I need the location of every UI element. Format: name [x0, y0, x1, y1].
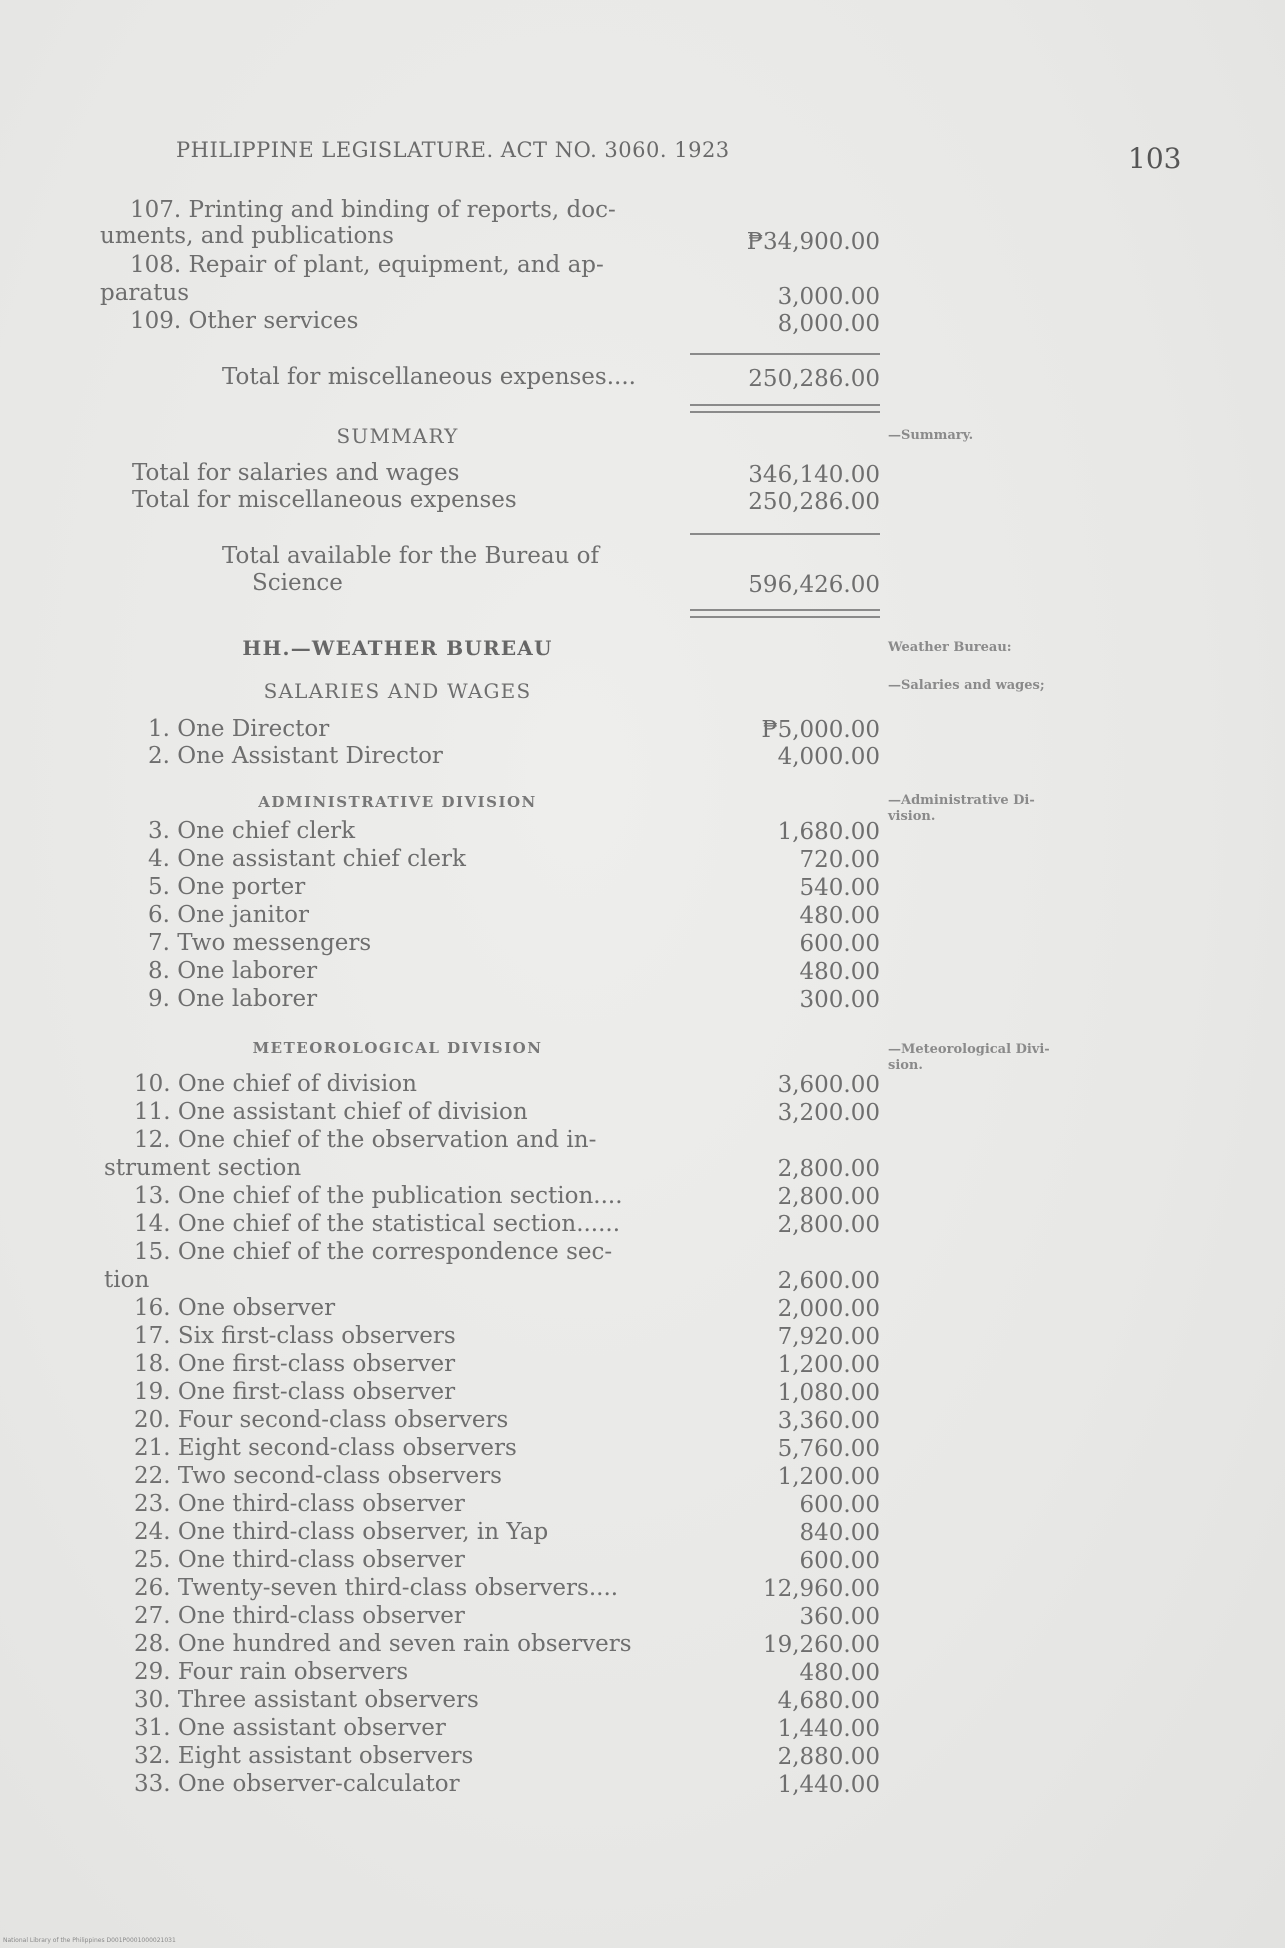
- item-amount: 2,800.00: [777, 1156, 880, 1182]
- double-rule: [690, 404, 880, 413]
- item-amount: 3,360.00: [777, 1408, 880, 1434]
- list-item: [100, 873, 700, 901]
- list-item: [100, 1714, 700, 1742]
- item-amount: 600.00: [799, 1492, 880, 1518]
- salaries-margin: —Salaries and wages;: [888, 678, 1045, 693]
- list-item: [100, 901, 700, 929]
- item-label: 25. One third-class observer: [134, 1547, 465, 1573]
- item-label: 12. One chief of the observation and in-: [134, 1127, 597, 1153]
- item-label: 26. Twenty-seven third-class observers....: [134, 1575, 619, 1601]
- item-amount: 480.00: [799, 959, 880, 985]
- item-108-line2: paratus: [100, 280, 190, 306]
- list-item: [100, 1238, 700, 1266]
- item-label: 4. One assistant chief clerk: [148, 846, 466, 872]
- item-amount: 1,200.00: [777, 1352, 880, 1378]
- list-item: [100, 1126, 700, 1154]
- item-amount: 3,600.00: [777, 1072, 880, 1098]
- list-item: [100, 929, 700, 957]
- list-item: [100, 1434, 700, 1462]
- item-amount: 2,600.00: [777, 1268, 880, 1294]
- summary-total-line1: Total available for the Bureau of: [222, 543, 600, 569]
- item-label: 14. One chief of the statistical section......: [134, 1211, 621, 1237]
- item-amount: ₱5,000.00: [761, 717, 880, 743]
- item-label: 9. One laborer: [148, 986, 318, 1012]
- item-108-line1: 108. Repair of plant, equipment, and ap-: [130, 252, 604, 278]
- summary-misc: Total for miscellaneous expenses: [132, 487, 517, 513]
- item-label: 33. One observer-calculator: [134, 1771, 460, 1797]
- item-amount: 1,080.00: [777, 1380, 880, 1406]
- item-109-amount: 8,000.00: [777, 311, 880, 337]
- item-label: 32. Eight assistant observers: [134, 1743, 474, 1769]
- weather-bureau-heading: HH.—WEATHER BUREAU: [242, 636, 553, 660]
- item-label: 22. Two second-class observers: [134, 1463, 502, 1489]
- item-amount: 1,440.00: [777, 1772, 880, 1798]
- item-label: 2. One Assistant Director: [148, 743, 443, 769]
- list-item: [100, 845, 700, 873]
- met-margin-2: sion.: [888, 1058, 923, 1073]
- item-108-amount: 3,000.00: [777, 284, 880, 310]
- list-item: [100, 1098, 700, 1126]
- item-label: 31. One assistant observer: [134, 1715, 446, 1741]
- item-label: 27. One third-class observer: [134, 1603, 465, 1629]
- salaries-heading: SALARIES AND WAGES: [263, 679, 532, 703]
- item-label: 13. One chief of the publication section....: [134, 1183, 623, 1209]
- list-item: [100, 1294, 700, 1322]
- item-label: 3. One chief clerk: [148, 818, 356, 844]
- summary-misc-amount: 250,286.00: [748, 489, 880, 515]
- item-amount: 12,960.00: [762, 1576, 880, 1602]
- item-amount: 2,800.00: [777, 1212, 880, 1238]
- item-107-line1: 107. Printing and binding of reports, doc-: [130, 197, 616, 223]
- summary-salaries: Total for salaries and wages: [132, 460, 460, 486]
- page-number: 103: [1128, 142, 1182, 175]
- running-head: PHILIPPINE LEGISLATURE. ACT NO. 3060. 1923: [176, 138, 730, 162]
- item-amount: 840.00: [799, 1520, 880, 1546]
- item-label: 28. One hundred and seven rain observers: [134, 1631, 632, 1657]
- item-label: 10. One chief of division: [134, 1071, 417, 1097]
- item-amount: 1,680.00: [777, 819, 880, 845]
- item-label: 8. One laborer: [148, 958, 318, 984]
- item-amount: 720.00: [799, 847, 880, 873]
- scan-footer: National Library of the Philippines D001P0001000021031: [3, 1937, 176, 1944]
- item-amount: 600.00: [799, 1548, 880, 1574]
- item-label: 21. Eight second-class observers: [134, 1435, 517, 1461]
- item-label: 24. One third-class observer, in Yap: [134, 1519, 549, 1545]
- item-label: 19. One first-class observer: [134, 1379, 456, 1405]
- item-label: 30. Three assistant observers: [134, 1687, 479, 1713]
- summary-salaries-amount: 346,140.00: [748, 462, 880, 488]
- item-amount: 540.00: [799, 875, 880, 901]
- item-label: 17. Six first-class observers: [134, 1323, 456, 1349]
- summary-heading: SUMMARY: [336, 424, 459, 448]
- item-label: 29. Four rain observers: [134, 1659, 409, 1685]
- item-amount: 2,800.00: [777, 1184, 880, 1210]
- item-label: 16. One observer: [134, 1295, 336, 1321]
- list-item: [100, 1322, 700, 1350]
- item-amount: 1,440.00: [777, 1716, 880, 1742]
- item-amount: 2,000.00: [777, 1296, 880, 1322]
- item-amount: 600.00: [799, 931, 880, 957]
- weather-bureau-margin: Weather Bureau:: [888, 640, 1012, 655]
- item-109: 109. Other services: [130, 308, 359, 334]
- admin-margin-2: vision.: [888, 809, 936, 824]
- list-item: [100, 1490, 700, 1518]
- item-label: 23. One third-class observer: [134, 1491, 465, 1517]
- list-item: [100, 1266, 700, 1294]
- list-item: [100, 1686, 700, 1714]
- list-item: [100, 1546, 700, 1574]
- item-107-line2: uments, and publications: [100, 223, 394, 249]
- list-item: [100, 1154, 700, 1182]
- item-label: tion: [104, 1267, 150, 1293]
- total-misc-expenses: Total for miscellaneous expenses....: [222, 364, 636, 390]
- list-item: [100, 1070, 700, 1098]
- item-amount: 4,680.00: [777, 1688, 880, 1714]
- list-item: [100, 1630, 700, 1658]
- list-item: [100, 957, 700, 985]
- item-amount: 5,760.00: [777, 1436, 880, 1462]
- item-107-amount: ₱34,900.00: [746, 229, 880, 255]
- item-label: 7. Two messengers: [148, 930, 372, 956]
- item-amount: 1,200.00: [777, 1464, 880, 1490]
- list-item: [100, 1518, 700, 1546]
- item-label: strument section: [104, 1155, 302, 1181]
- item-label: 5. One porter: [148, 874, 306, 900]
- summary-margin-note: —Summary.: [888, 428, 974, 443]
- met-margin-1: —Meteorological Divi-: [888, 1042, 1050, 1057]
- list-item: [100, 715, 700, 743]
- list-item: [100, 1462, 700, 1490]
- item-label: 6. One janitor: [148, 902, 309, 928]
- admin-division-heading: ADMINISTRATIVE DIVISION: [258, 793, 537, 811]
- divider-rule: [690, 353, 880, 355]
- summary-total-line2: Science: [252, 570, 343, 596]
- item-amount: 2,880.00: [777, 1744, 880, 1770]
- list-item: [100, 1182, 700, 1210]
- item-amount: 480.00: [799, 1660, 880, 1686]
- item-amount: 360.00: [799, 1604, 880, 1630]
- list-item: [100, 1742, 700, 1770]
- list-item: [100, 1770, 700, 1798]
- item-amount: 480.00: [799, 903, 880, 929]
- list-item: [100, 1210, 700, 1238]
- item-label: 15. One chief of the correspondence sec-: [134, 1239, 613, 1265]
- item-label: 11. One assistant chief of division: [134, 1099, 528, 1125]
- item-amount: 7,920.00: [777, 1324, 880, 1350]
- list-item: [100, 817, 700, 845]
- admin-margin-1: —Administrative Di-: [888, 793, 1035, 808]
- item-amount: 4,000.00: [777, 744, 880, 770]
- list-item: [100, 1602, 700, 1630]
- list-item: [100, 1574, 700, 1602]
- item-label: 20. Four second-class observers: [134, 1407, 509, 1433]
- item-label: 18. One first-class observer: [134, 1351, 456, 1377]
- item-amount: 3,200.00: [777, 1100, 880, 1126]
- list-item: [100, 1378, 700, 1406]
- total-misc-amount: 250,286.00: [748, 366, 880, 392]
- list-item: [100, 742, 700, 770]
- met-division-heading: METEOROLOGICAL DIVISION: [252, 1039, 543, 1057]
- list-item: [100, 1658, 700, 1686]
- item-label: 1. One Director: [148, 716, 330, 742]
- list-item: [100, 1406, 700, 1434]
- list-item: [100, 985, 700, 1013]
- list-item: [100, 1350, 700, 1378]
- summary-total-amount: 596,426.00: [748, 572, 880, 598]
- item-amount: 19,260.00: [762, 1632, 880, 1658]
- double-rule: [690, 609, 880, 618]
- item-amount: 300.00: [799, 987, 880, 1013]
- divider-rule: [690, 533, 880, 535]
